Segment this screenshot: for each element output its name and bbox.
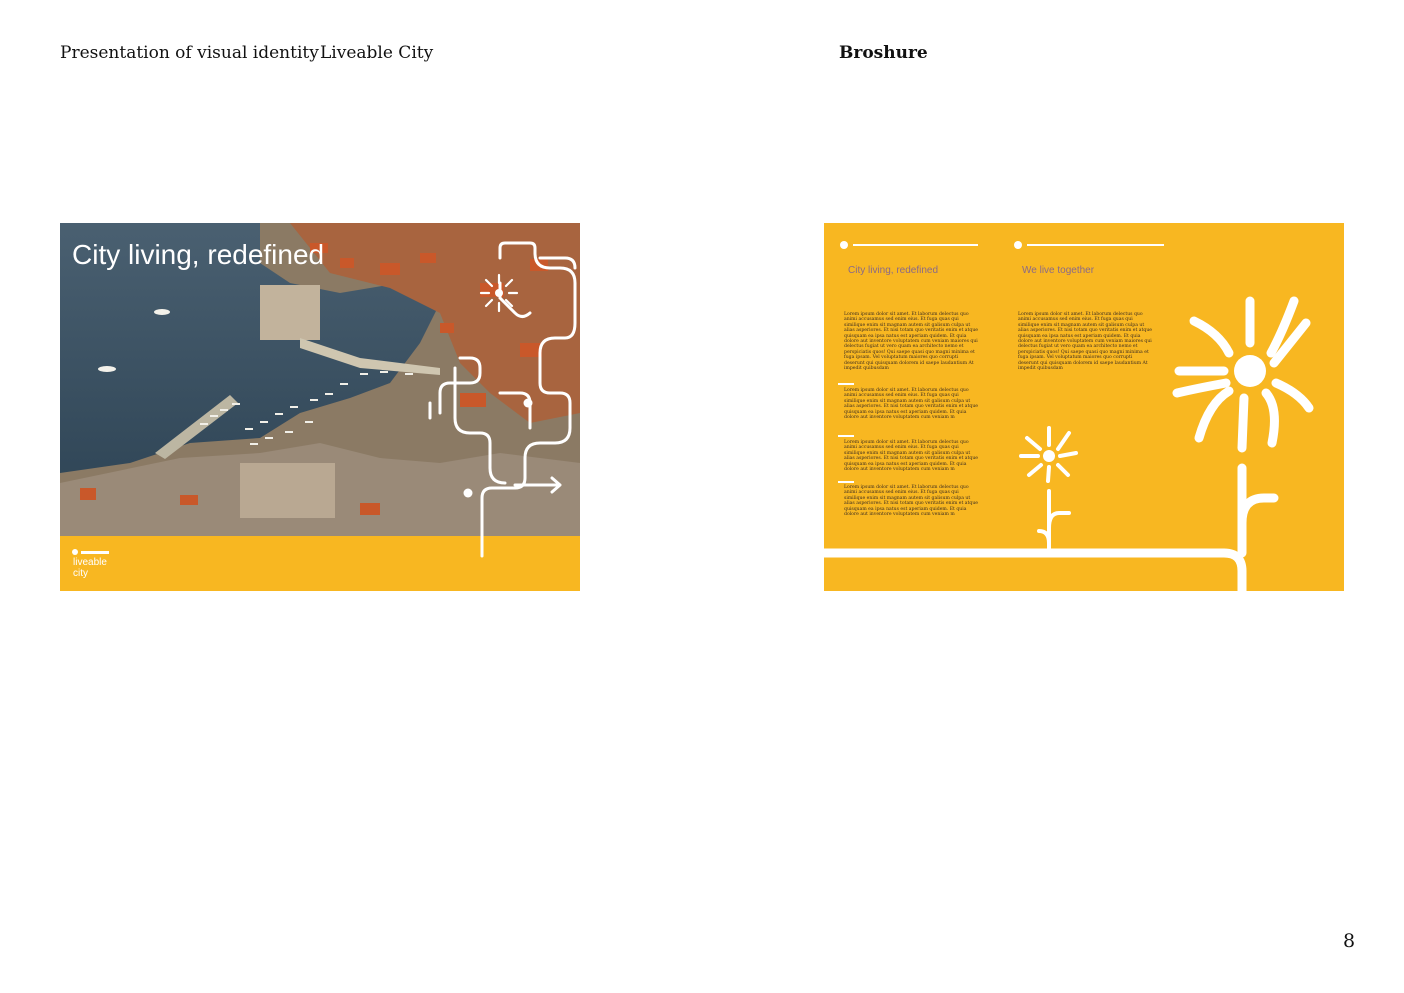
page-number: 8	[1343, 930, 1356, 952]
route-line-left	[455, 368, 505, 483]
route-pattern-graphic	[60, 223, 580, 591]
route-node	[524, 399, 533, 408]
column1-paragraph-3: Lorem ipsum dolor sit amet. Et laborum delectus quo animi accusamus sed enim eius. Et fuga quas qui similique enim sit magnam autem sit galisum culpa ut alias asperiores. Et nisi totam quo veritatis enim et atque quisquam ea ipsa natus est aperiam quidem. Et quia dolore aut inventore voluptatem cum veniam m	[844, 440, 979, 473]
column1-paragraph-1: Lorem ipsum dolor sit amet. Et laborum delectus quo animi accusamus sed enim eius. Et fuga quas qui similique enim sit magnam autem sit galisum culpa ut alias asperiores. Et nisi totam quo veritatis enim et atque quisquam ea ipsa natus est aperiam quidem. Et quia dolore aut inventore voluptatem cum veniam maiores qui delectus fugiat ut vero quam ea architecto nemo et perspiciatis quos! Qui saepe quasi quo magni minima et fuga ipsam. Vel voluptatum maiores quo corrupti deserunt qui quisquam dolorem id saepe laudantium At impedit quibusdam	[844, 312, 979, 372]
cover-mockup	[60, 223, 580, 591]
column1-heading: City living, redefined	[848, 265, 939, 276]
cover-sun-center	[495, 289, 503, 297]
brochure-spread	[824, 223, 1344, 591]
column1-dot	[840, 241, 848, 249]
paragraph-marker	[838, 383, 854, 385]
column1-rule	[853, 244, 978, 246]
cover-title: City living, redefined	[72, 239, 325, 270]
big-flower-center	[1234, 355, 1266, 387]
column1-paragraph-2: Lorem ipsum dolor sit amet. Et laborum delectus quo animi accusamus sed enim eius. Et fuga quas qui similique enim sit magnam autem sit galisum culpa ut alias asperiores. Et nisi totam quo veritatis enim et atque quisquam ea ipsa natus est aperiam quidem. Et quia dolore aut inventore voluptatem cum veniam m	[844, 388, 979, 421]
paragraph-marker	[838, 435, 854, 437]
small-flower-stem	[1039, 491, 1069, 553]
logo-text-line1: liveable	[73, 557, 107, 568]
route-line-branch	[500, 393, 530, 428]
section-title: Broshure	[839, 43, 928, 63]
column2-rule	[1027, 244, 1164, 246]
project-name: Liveable City	[320, 43, 434, 63]
paragraph-marker	[838, 481, 854, 483]
ground-line	[824, 553, 1242, 591]
logo-text-line2: city	[73, 568, 88, 579]
logo-bar	[81, 551, 109, 554]
column2-paragraph-1: Lorem ipsum dolor sit amet. Et laborum delectus quo animi accusamus sed enim eius. Et fuga quas qui similique enim sit magnam autem sit galisum culpa ut alias asperiores. Et nisi totam quo veritatis enim et atque quisquam ea ipsa natus est aperiam quidem. Et quia dolore aut inventore voluptatem cum veniam maiores qui delectus fugiat ut vero quam ea architecto nemo et perspiciatis quos! Qui saepe quasi quo magni minima et fuga ipsam. Vel voluptatum maiores quo corrupti deserunt qui quisquam dolorem id saepe laudantium At impedit quibusdam	[1018, 312, 1153, 372]
column2-heading: We live together	[1022, 265, 1095, 276]
route-node-lower	[464, 489, 473, 498]
column2-dot	[1014, 241, 1022, 249]
logo-dot	[72, 549, 78, 555]
column1-paragraph-4: Lorem ipsum dolor sit amet. Et laborum delectus quo animi accusamus sed enim eius. Et fuga quas qui similique enim sit magnam autem sit galisum culpa ut alias asperiores. Et nisi totam quo veritatis enim et atque quisquam ea ipsa natus est aperiam quidem. Et quia dolore aut inventore voluptatem cum veniam m	[844, 485, 979, 518]
big-flower-stem	[1242, 468, 1274, 553]
document-title: Presentation of visual identity	[60, 43, 319, 63]
route-arrow	[515, 478, 560, 492]
route-line-top	[500, 283, 530, 317]
small-flower-center	[1043, 450, 1055, 462]
route-line-loop	[440, 358, 480, 413]
